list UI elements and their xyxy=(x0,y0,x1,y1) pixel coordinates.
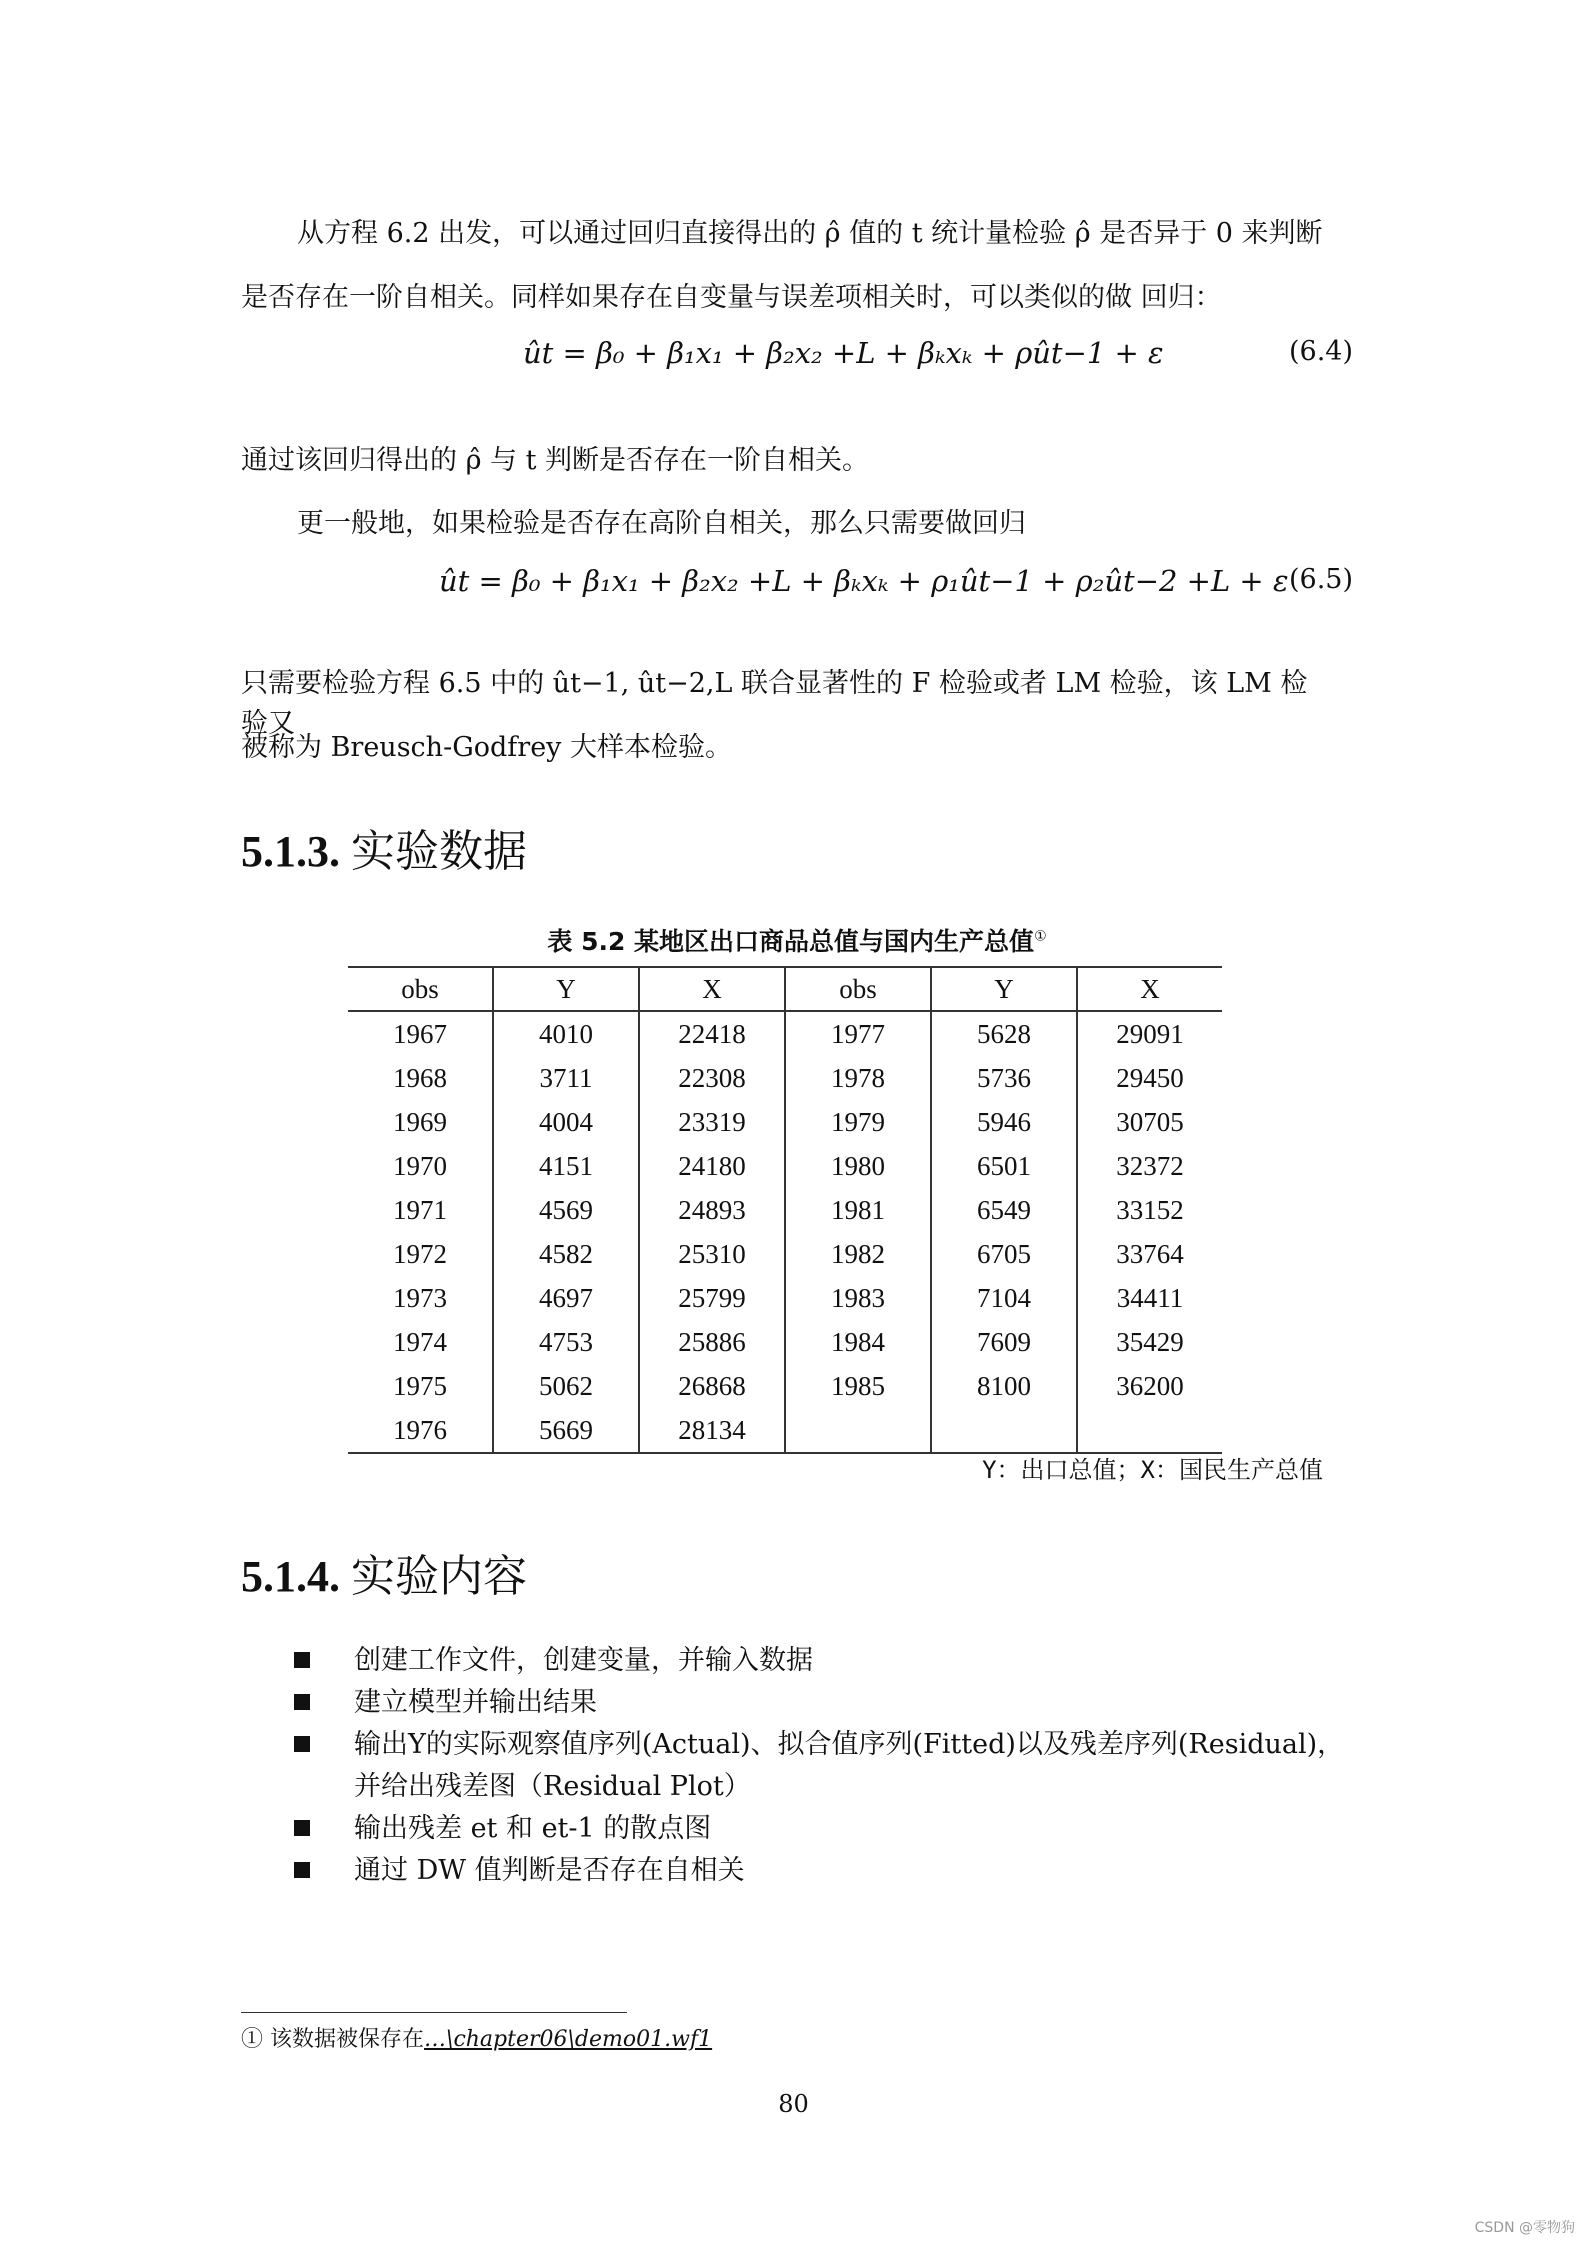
equation-6-4 xyxy=(241,336,1353,382)
table-cell: 3711 xyxy=(493,1056,639,1100)
table-cell: 6705 xyxy=(931,1232,1077,1276)
table-row xyxy=(348,1364,1222,1408)
table-cell: 25799 xyxy=(639,1276,785,1320)
table-cell: 5669 xyxy=(493,1408,639,1453)
table-note: Y：出口总值；X：国民生产总值 xyxy=(982,1456,1323,1484)
square-bullet-icon xyxy=(294,1652,310,1668)
list-item xyxy=(294,1808,1354,1850)
table-cell: 33764 xyxy=(1077,1232,1222,1276)
table-header-row xyxy=(348,967,1222,1011)
table-cell: 32372 xyxy=(1077,1144,1222,1188)
section-heading xyxy=(241,815,527,879)
table-cell: 1977 xyxy=(785,1011,931,1056)
footnote-divider xyxy=(241,2012,627,2013)
table-cell: 1980 xyxy=(785,1144,931,1188)
table-header: obs xyxy=(348,967,493,1011)
table-cell: 23319 xyxy=(639,1100,785,1144)
caption-text: 表 5.2 某地区出口商品总值与国内生产总值 xyxy=(547,927,1035,956)
table-cell: 1981 xyxy=(785,1188,931,1232)
table-cell: 4151 xyxy=(493,1144,639,1188)
table-cell: 7104 xyxy=(931,1276,1077,1320)
square-bullet-icon xyxy=(294,1694,310,1710)
table-header: X xyxy=(1077,967,1222,1011)
list-item-text: 建立模型并输出结果 xyxy=(354,1687,597,1718)
table-cell: 4753 xyxy=(493,1320,639,1364)
table-cell: 1968 xyxy=(393,1062,447,1093)
table-header: Y xyxy=(493,967,639,1011)
equation-number: (6.5) xyxy=(1288,564,1353,595)
table-row xyxy=(348,1232,1222,1276)
table-cell xyxy=(785,1408,931,1453)
table-cell: 4582 xyxy=(493,1232,639,1276)
table-row xyxy=(348,1056,1222,1100)
watermark: CSDN @零物狗 xyxy=(1474,2220,1575,2236)
paragraph-line: 是否存在一阶自相关。同样如果存在自变量与误差项相关时，可以类似的做 回归： xyxy=(241,282,1222,313)
table-cell: 34411 xyxy=(1077,1276,1222,1320)
equation-body: ût = β₀ + β₁x₁ + β₂x₂ +L + βₖxₖ + ρ₁ût−1 + ρ₂ût−2 +L + ε xyxy=(439,564,1289,598)
list-item-text: 输出Y的实际观察值序列(Actual)、拟合值序列(Fitted)以及残差序列(Residual)，并给出残差图（Residual Plot） xyxy=(354,1729,1345,1802)
data-table xyxy=(348,966,1222,1454)
table-cell: 1970 xyxy=(393,1150,447,1181)
table-cell xyxy=(931,1408,1077,1453)
table-cell: 1967 xyxy=(393,1018,447,1049)
table-cell: 6549 xyxy=(931,1188,1077,1232)
table-row xyxy=(348,1188,1222,1232)
list-item-text: 创建工作文件，创建变量，并输入数据 xyxy=(354,1645,813,1676)
table-header: obs xyxy=(785,967,931,1011)
table-cell: 1971 xyxy=(393,1194,447,1225)
equation-6-5 xyxy=(241,564,1353,610)
table-cell: 1969 xyxy=(393,1106,447,1137)
table-row xyxy=(348,1011,1222,1056)
table-cell: 1982 xyxy=(785,1232,931,1276)
table-cell: 22308 xyxy=(639,1056,785,1100)
square-bullet-icon xyxy=(294,1862,310,1878)
table-cell: 36200 xyxy=(1077,1364,1222,1408)
caption-footnote-mark: ① xyxy=(1034,928,1047,945)
table-row xyxy=(348,1320,1222,1364)
list-item-text: 通过 DW 值判断是否存在自相关 xyxy=(354,1855,745,1886)
table-cell: 33152 xyxy=(1077,1188,1222,1232)
table-cell: 30705 xyxy=(1077,1100,1222,1144)
square-bullet-icon xyxy=(294,1820,310,1836)
paragraph-line: 只需要检验方程 6.5 中的 ût−1, ût−2,L 联合显著性的 F 检验或者 LM 检验，该 LM 检验又 xyxy=(241,668,1308,739)
list-item xyxy=(294,1682,1354,1724)
table-cell: 6501 xyxy=(931,1144,1077,1188)
footnote-file-path: …\chapter06\demo01.wf1 xyxy=(424,2027,713,2052)
table-cell: 24893 xyxy=(639,1188,785,1232)
table-cell: 25886 xyxy=(639,1320,785,1364)
table-cell: 1973 xyxy=(393,1282,447,1313)
table-cell: 4569 xyxy=(493,1188,639,1232)
square-bullet-icon xyxy=(294,1736,310,1752)
paragraph-line: 从方程 6.2 出发，可以通过回归直接得出的 ρ̂ 值的 t 统计量检验 ρ̂ 是否异于 0 来判断 xyxy=(297,218,1323,249)
list-item xyxy=(294,1850,1354,1892)
table-row xyxy=(348,1408,1222,1453)
paragraph-line: 更一般地，如果检验是否存在高阶自相关，那么只需要做回归 xyxy=(297,508,1026,539)
table-cell: 26868 xyxy=(639,1364,785,1408)
table-cell: 8100 xyxy=(931,1364,1077,1408)
table-caption xyxy=(241,922,1353,958)
table-cell: 1983 xyxy=(785,1276,931,1320)
table-cell: 22418 xyxy=(639,1011,785,1056)
table-cell: 5946 xyxy=(931,1100,1077,1144)
list-item xyxy=(294,1640,1354,1682)
table-row xyxy=(348,1276,1222,1320)
table-cell: 5736 xyxy=(931,1056,1077,1100)
footnote xyxy=(241,2022,712,2053)
table-cell: 1985 xyxy=(785,1364,931,1408)
table-row xyxy=(348,1144,1222,1188)
table-cell: 1979 xyxy=(785,1100,931,1144)
table-cell: 28134 xyxy=(639,1408,785,1453)
footnote-mark: ① xyxy=(241,2027,264,2052)
table-cell: 25310 xyxy=(639,1232,785,1276)
table-header: X xyxy=(639,967,785,1011)
table-cell: 1978 xyxy=(785,1056,931,1100)
section-number: 5.1.4. xyxy=(241,1552,340,1601)
section-heading xyxy=(241,1540,527,1604)
paragraph-line: 通过该回归得出的 ρ̂ 与 t 判断是否存在一阶自相关。 xyxy=(241,445,870,476)
table-cell: 29091 xyxy=(1077,1011,1222,1056)
footnote-text: 该数据被保存在 xyxy=(270,2027,425,2052)
table-cell: 5062 xyxy=(493,1364,639,1408)
section-number: 5.1.3. xyxy=(241,827,340,876)
list-item-text: 输出残差 et 和 et-1 的散点图 xyxy=(354,1813,712,1844)
table-cell: 1984 xyxy=(785,1320,931,1364)
table-cell: 24180 xyxy=(639,1144,785,1188)
table-cell: 1972 xyxy=(393,1238,447,1269)
equation-body: ût = β₀ + β₁x₁ + β₂x₂ +L + βₖxₖ + ρût−1 + ε xyxy=(523,336,1164,370)
section-title: 实验内容 xyxy=(351,1551,527,1602)
table-cell: 1976 xyxy=(348,1408,493,1453)
paragraph-line: 被称为 Breusch-Godfrey 大样本检验。 xyxy=(241,732,733,763)
table-cell: 7609 xyxy=(931,1320,1077,1364)
table-cell: 4004 xyxy=(493,1100,639,1144)
table-cell: 5628 xyxy=(931,1011,1077,1056)
table-cell: 29450 xyxy=(1077,1056,1222,1100)
table-cell: 1974 xyxy=(393,1326,447,1357)
table-row xyxy=(348,1100,1222,1144)
table-cell: 4010 xyxy=(493,1011,639,1056)
table-cell xyxy=(1077,1408,1222,1453)
task-list xyxy=(294,1640,1354,1892)
section-title: 实验数据 xyxy=(351,826,527,877)
table-cell: 4697 xyxy=(493,1276,639,1320)
table-cell: 1975 xyxy=(393,1370,447,1401)
page-number: 80 xyxy=(778,2090,809,2118)
list-item xyxy=(294,1724,1354,1808)
table-cell: 35429 xyxy=(1077,1320,1222,1364)
table-header: Y xyxy=(931,967,1077,1011)
equation-number: (6.4) xyxy=(1288,336,1353,367)
